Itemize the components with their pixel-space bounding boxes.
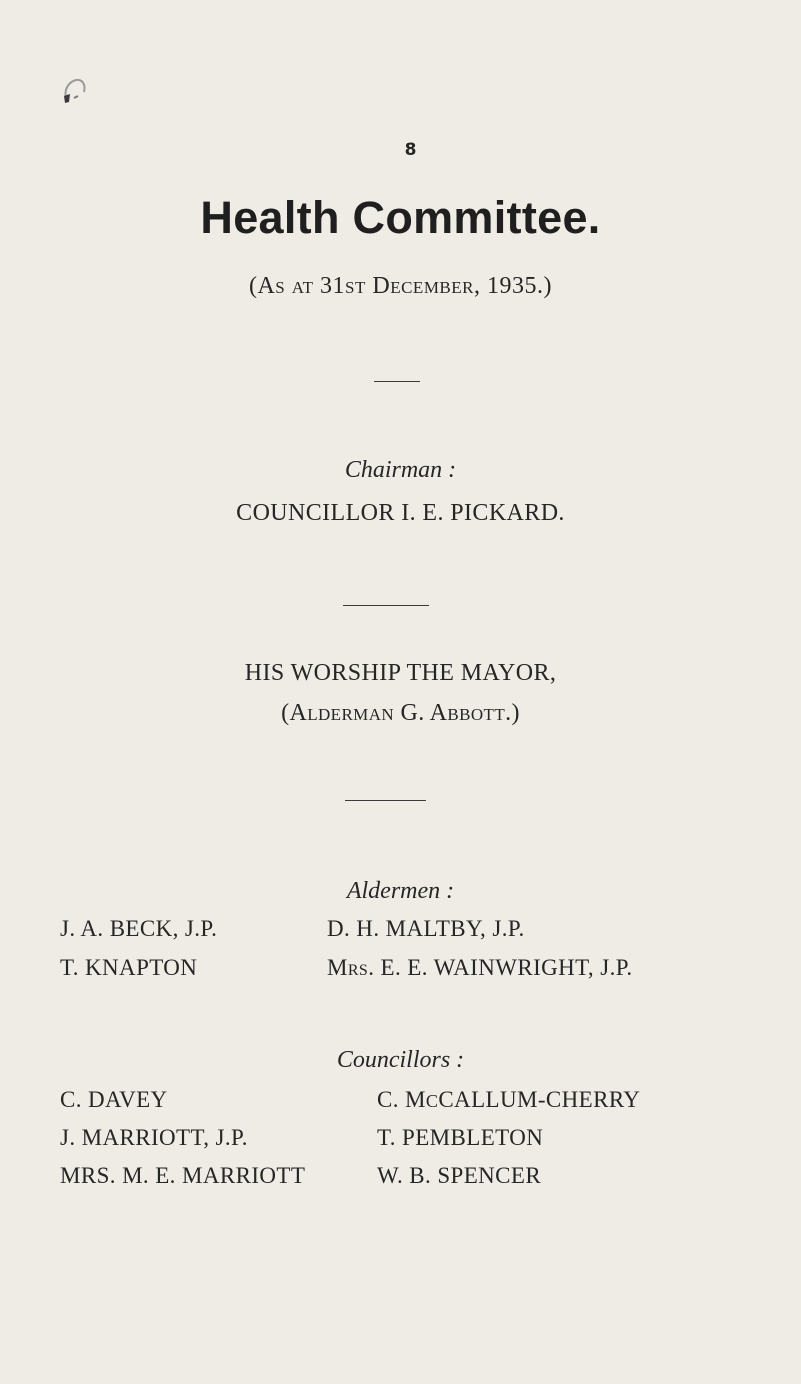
councillor-name: MRS. M. E. MARRIOTT	[60, 1163, 306, 1188]
alderman-name: T. KNAPTON	[60, 955, 198, 980]
mayor-name: (Alderman G. Abbott.)	[281, 700, 520, 726]
councillors-label: Councillors :	[336, 1047, 465, 1073]
page-subtitle: (As at 31st December, 1935.)	[248, 273, 552, 299]
councillor-name: C. DAVEY	[60, 1087, 168, 1112]
councillor-name: C. MCCALLUM-CHERRY	[377, 1087, 641, 1112]
chairman-name: COUNCILLOR I. E. PICKARD.	[236, 500, 565, 526]
councillor-name: J. MARRIOTT, J.P.	[60, 1125, 248, 1150]
councillor-name: T. PEMBLETON	[377, 1125, 544, 1150]
page-title: Health Committee.	[200, 192, 601, 243]
aldermen-label: Aldermen :	[346, 878, 455, 904]
page-number: 8	[404, 140, 417, 160]
divider	[345, 800, 426, 801]
divider	[374, 381, 420, 382]
alderman-name: D. H. MALTBY, J.P.	[327, 916, 525, 941]
mayor-title: HIS WORSHIP THE MAYOR,	[244, 660, 557, 686]
divider	[343, 605, 429, 606]
ink-blot-icon	[56, 72, 92, 108]
chairman-label: Chairman :	[344, 457, 457, 483]
alderman-name: Mrs. E. E. WAINWRIGHT, J.P.	[327, 955, 633, 980]
councillor-name: W. B. SPENCER	[377, 1163, 542, 1188]
alderman-name: J. A. BECK, J.P.	[60, 916, 218, 941]
